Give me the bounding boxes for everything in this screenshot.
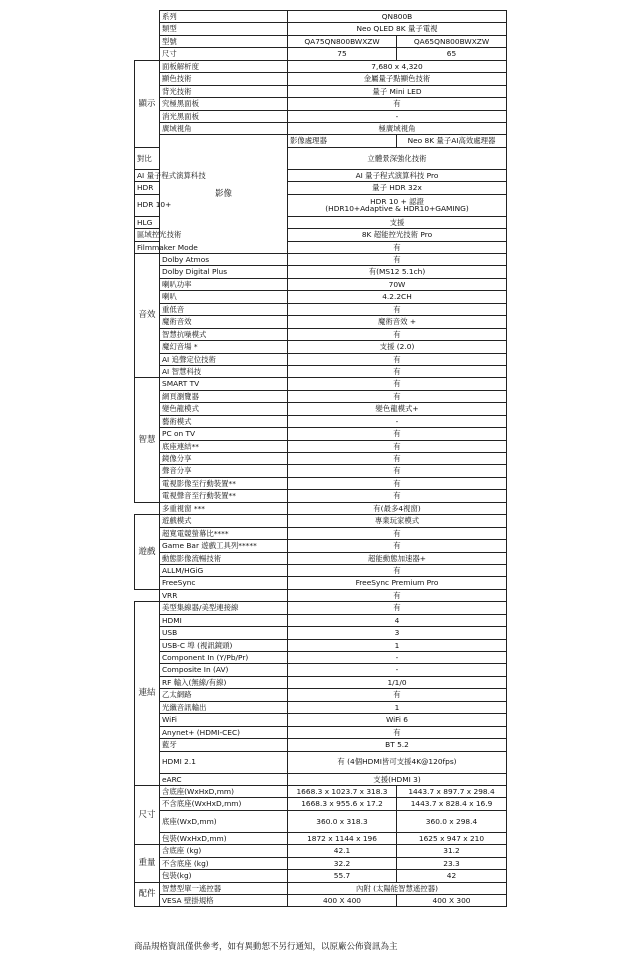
spec-row [135, 477, 507, 489]
spec-value: 立體景深強化技術 [288, 147, 507, 169]
spec-group-label: 顯示 [135, 60, 160, 147]
spec-group-empty [135, 11, 160, 23]
spec-value-model-75: 1872 x 1144 x 196 [288, 832, 397, 844]
spec-value-model-75: 32.2 [288, 857, 397, 869]
spec-value: Neo 8K 量子AI高效處理器 [397, 135, 507, 147]
spec-value-model-65: 23.3 [397, 857, 507, 869]
spec-value: 3 [288, 627, 507, 639]
spec-label: HLG [135, 216, 160, 228]
spec-label: 面板解析度 [160, 60, 288, 72]
spec-label: 喇叭功率 [160, 278, 288, 290]
spec-table [134, 10, 507, 907]
spec-group-label: 影像 [160, 135, 288, 254]
spec-label: 包裝(kg) [160, 870, 288, 882]
spec-value: 有(最多4視窗) [288, 502, 507, 514]
spec-row [135, 403, 507, 415]
spec-value: 有 [288, 365, 507, 377]
spec-row [135, 602, 507, 614]
spec-value: 有 [288, 602, 507, 614]
spec-value-model-65: 42 [397, 870, 507, 882]
spec-value: 支援(HDMI 3) [288, 773, 507, 785]
spec-group-label: 重量 [135, 845, 160, 882]
spec-label: 究極黑面板 [160, 98, 288, 110]
spec-label: Game Bar 遊戲工具列***** [160, 540, 288, 552]
spec-label: 對比 [135, 147, 160, 169]
spec-label: AI 智慧科技 [160, 365, 288, 377]
spec-label: USB [160, 627, 288, 639]
spec-group-label: 音效 [135, 254, 160, 378]
spec-label: 類型 [160, 23, 288, 35]
spec-value-model-75: QA75QN800BWXZW [288, 35, 397, 47]
spec-row [135, 428, 507, 440]
spec-label: 不含底座(WxHxD,mm) [160, 798, 288, 810]
spec-row [135, 810, 507, 832]
spec-label: 尺寸 [160, 48, 288, 60]
spec-label: 含底座(WxHxD,mm) [160, 785, 288, 797]
spec-value: 專業玩家模式 [288, 515, 507, 527]
spec-label: SMART TV [160, 378, 288, 390]
spec-label: Filmmaker Mode [135, 241, 160, 253]
spec-value: 有 [288, 303, 507, 315]
spec-label: 魔幻音場 * [160, 341, 288, 353]
spec-value: 魔術音效 + [288, 316, 507, 328]
spec-row [135, 857, 507, 869]
spec-group-label: 尺寸 [135, 785, 160, 844]
spec-value: 有 [288, 726, 507, 738]
spec-label: WiFi [160, 714, 288, 726]
spec-row [135, 378, 507, 390]
spec-value: 有 [288, 390, 507, 402]
spec-row [135, 785, 507, 797]
spec-row [135, 845, 507, 857]
spec-group-label: 智慧 [135, 378, 160, 502]
spec-label: 光纖音訊輸出 [160, 701, 288, 713]
spec-row [135, 627, 507, 639]
spec-group-empty [135, 23, 160, 35]
spec-label: 智慧型單一遙控器 [160, 882, 288, 894]
spec-row [135, 328, 507, 340]
spec-row [135, 35, 507, 47]
spec-row [135, 415, 507, 427]
spec-row [135, 316, 507, 328]
spec-row [135, 652, 507, 664]
spec-row [135, 60, 507, 72]
spec-row [135, 689, 507, 701]
spec-label: Component In (Y/Pb/Pr) [160, 652, 288, 664]
spec-value-model-75: 1668.3 x 955.6 x 17.2 [288, 798, 397, 810]
spec-row [135, 895, 507, 907]
spec-label: HDMI 2.1 [160, 751, 288, 773]
spec-label: FreeSync [160, 577, 288, 589]
spec-row [135, 341, 507, 353]
spec-label: Anynet+ (HDMI-CEC) [160, 726, 288, 738]
spec-value: HDR 10 + 認證 (HDR10+Adaptive & HDR10+GAMING) [288, 194, 507, 216]
spec-group-label: 遊戲 [135, 515, 160, 590]
spec-value-model-65: 1625 x 947 x 210 [397, 832, 507, 844]
spec-row [135, 639, 507, 651]
spec-value-model-65: 1443.7 x 897.7 x 298.4 [397, 785, 507, 797]
spec-label: PC on TV [160, 428, 288, 440]
spec-label: 重低音 [160, 303, 288, 315]
spec-value: 1 [288, 701, 507, 713]
spec-row [135, 882, 507, 894]
spec-value: 1/1/0 [288, 676, 507, 688]
spec-row [135, 701, 507, 713]
spec-row [135, 515, 507, 527]
spec-value: 有 [288, 477, 507, 489]
spec-value: 有 [288, 465, 507, 477]
spec-value: 金屬量子點顯色技術 [288, 73, 507, 85]
spec-label: 廣域視角 [160, 122, 288, 134]
spec-row [135, 502, 507, 514]
spec-row [135, 676, 507, 688]
spec-value-model-75: 75 [288, 48, 397, 60]
spec-label: AI 追聲定位技術 [160, 353, 288, 365]
spec-row [135, 564, 507, 576]
spec-value: - [288, 652, 507, 664]
spec-row [135, 714, 507, 726]
spec-value-model-65: 360.0 x 298.4 [397, 810, 507, 832]
spec-label: 顯色技術 [160, 73, 288, 85]
spec-group-label: 配件 [135, 882, 160, 907]
spec-label: ALLM/HGiG [160, 564, 288, 576]
spec-label: 鏡像分享 [160, 453, 288, 465]
spec-value-model-65: 31.2 [397, 845, 507, 857]
spec-row [135, 303, 507, 315]
spec-value: 變色龍模式+ [288, 403, 507, 415]
spec-label: 藍牙 [160, 739, 288, 751]
spec-row [135, 254, 507, 266]
spec-row [135, 23, 507, 35]
spec-label: 含底座 (kg) [160, 845, 288, 857]
spec-value: AI 量子程式演算科技 Pro [288, 169, 507, 181]
spec-row [135, 870, 507, 882]
spec-value-model-75: 55.7 [288, 870, 397, 882]
spec-row [135, 726, 507, 738]
spec-value: 有(MS12 5.1ch) [288, 266, 507, 278]
spec-label: 超寬電競螢幕比**** [160, 527, 288, 539]
spec-label: 區域控光技術 [135, 229, 160, 241]
spec-value-model-65: 65 [397, 48, 507, 60]
spec-value-model-75: 1668.3 x 1023.7 x 318.3 [288, 785, 397, 797]
spec-label: 藝術模式 [160, 415, 288, 427]
spec-label: 不含底座 (kg) [160, 857, 288, 869]
spec-row [135, 589, 507, 601]
spec-value: 量子 HDR 32x [288, 182, 507, 194]
spec-value: QN800B [288, 11, 507, 23]
spec-label: 網頁瀏覽器 [160, 390, 288, 402]
spec-row [135, 85, 507, 97]
spec-label: 底座連結** [160, 440, 288, 452]
spec-row [135, 798, 507, 810]
spec-value: - [288, 664, 507, 676]
spec-label: AI 量子程式演算科技 [135, 169, 160, 181]
spec-group-empty [135, 35, 160, 47]
spec-label: 電視影像至行動裝置** [160, 477, 288, 489]
spec-value: Neo QLED 8K 量子電視 [288, 23, 507, 35]
spec-value: - [288, 110, 507, 122]
spec-value: 有 [288, 564, 507, 576]
spec-value: 有 (4個HDMI皆可支援4K@120fps) [288, 751, 507, 773]
spec-value: 有 [288, 440, 507, 452]
spec-value: 7,680 x 4,320 [288, 60, 507, 72]
spec-group-empty [135, 589, 160, 601]
spec-row [135, 465, 507, 477]
spec-group-label: 連結 [135, 602, 160, 786]
spec-label: HDMI [160, 614, 288, 626]
spec-value: 有 [288, 328, 507, 340]
spec-value: 有 [288, 353, 507, 365]
spec-value: BT 5.2 [288, 739, 507, 751]
spec-row [135, 11, 507, 23]
spec-row [135, 664, 507, 676]
spec-label: Composite In (AV) [160, 664, 288, 676]
spec-value-model-75: 400 X 400 [288, 895, 397, 907]
spec-value-model-65: 1443.7 x 828.4 x 16.9 [397, 798, 507, 810]
spec-group-empty [135, 48, 160, 60]
spec-value: 有 [288, 589, 507, 601]
spec-value-model-65: 400 X 300 [397, 895, 507, 907]
spec-label: 聲音分享 [160, 465, 288, 477]
spec-label: RF 輸入(無線/有線) [160, 676, 288, 688]
spec-row [135, 540, 507, 552]
spec-value: 8K 超能控光技術 Pro [288, 229, 507, 241]
footnote: 商品規格資訊僅供參考，如有異動恕不另行通知，以原廠公佈資訊為主 [134, 942, 398, 952]
spec-row [135, 527, 507, 539]
spec-row [135, 453, 507, 465]
spec-row [135, 135, 507, 147]
spec-row [135, 440, 507, 452]
spec-label: 喇叭 [160, 291, 288, 303]
spec-row [135, 278, 507, 290]
spec-label: 動態影像流暢技術 [160, 552, 288, 564]
spec-label: 美型集線器/美型連接線 [160, 602, 288, 614]
spec-label: 包裝(WxHxD,mm) [160, 832, 288, 844]
spec-value: 有 [288, 490, 507, 502]
spec-value: 內附 (太陽能智慧遙控器) [288, 882, 507, 894]
spec-row [135, 773, 507, 785]
spec-label: 底座(WxD,mm) [160, 810, 288, 832]
spec-row [135, 365, 507, 377]
spec-value: 有 [288, 378, 507, 390]
spec-row [135, 98, 507, 110]
spec-value-model-75: 42.1 [288, 845, 397, 857]
spec-value: 有 [288, 254, 507, 266]
spec-row [135, 490, 507, 502]
spec-row [135, 614, 507, 626]
spec-row [135, 552, 507, 564]
spec-value: 有 [288, 540, 507, 552]
spec-row [135, 390, 507, 402]
spec-value: 極廣域視角 [288, 122, 507, 134]
spec-label: 消光黑面板 [160, 110, 288, 122]
spec-label: 變色龍模式 [160, 403, 288, 415]
spec-value: 有 [288, 241, 507, 253]
spec-label: 型號 [160, 35, 288, 47]
spec-label: VRR [160, 589, 288, 601]
spec-value: 4.2.2CH [288, 291, 507, 303]
spec-row [135, 751, 507, 773]
spec-value: 有 [288, 527, 507, 539]
spec-group-empty [135, 502, 160, 514]
spec-label: 系列 [160, 11, 288, 23]
spec-value: - [288, 415, 507, 427]
spec-label: 電視聲音至行動裝置** [160, 490, 288, 502]
spec-value-model-65: QA65QN800BWXZW [397, 35, 507, 47]
spec-value: 有 [288, 98, 507, 110]
spec-value: 量子 Mini LED [288, 85, 507, 97]
spec-label: 影像處理器 [288, 135, 397, 147]
spec-row [135, 266, 507, 278]
spec-row [135, 73, 507, 85]
spec-label: VESA 壁掛規格 [160, 895, 288, 907]
spec-row [135, 832, 507, 844]
spec-value: WiFi 6 [288, 714, 507, 726]
spec-value: 支援 (2.0) [288, 341, 507, 353]
spec-row [135, 110, 507, 122]
spec-value: 4 [288, 614, 507, 626]
spec-label: 智慧抗噪模式 [160, 328, 288, 340]
spec-row [135, 577, 507, 589]
spec-row [135, 122, 507, 134]
spec-label: 多重視窗 *** [160, 502, 288, 514]
spec-label: HDR 10+ [135, 194, 160, 216]
spec-label: 背光技術 [160, 85, 288, 97]
spec-label: Dolby Atmos [160, 254, 288, 266]
spec-value: 有 [288, 453, 507, 465]
spec-row [135, 48, 507, 60]
spec-value: 超能動態加速器+ [288, 552, 507, 564]
spec-value: 70W [288, 278, 507, 290]
spec-value: 有 [288, 428, 507, 440]
spec-label: USB-C 埠 (視訊鏡頭) [160, 639, 288, 651]
spec-label: eARC [160, 773, 288, 785]
spec-row [135, 291, 507, 303]
spec-value: FreeSync Premium Pro [288, 577, 507, 589]
spec-label: 遊戲模式 [160, 515, 288, 527]
spec-row [135, 739, 507, 751]
spec-row [135, 353, 507, 365]
spec-label: 乙太網路 [160, 689, 288, 701]
spec-value: 有 [288, 689, 507, 701]
spec-value: 1 [288, 639, 507, 651]
spec-label: HDR [135, 182, 160, 194]
spec-value: 支援 [288, 216, 507, 228]
spec-label: 魔術音效 [160, 316, 288, 328]
spec-value-model-75: 360.0 x 318.3 [288, 810, 397, 832]
spec-label: Dolby Digital Plus [160, 266, 288, 278]
